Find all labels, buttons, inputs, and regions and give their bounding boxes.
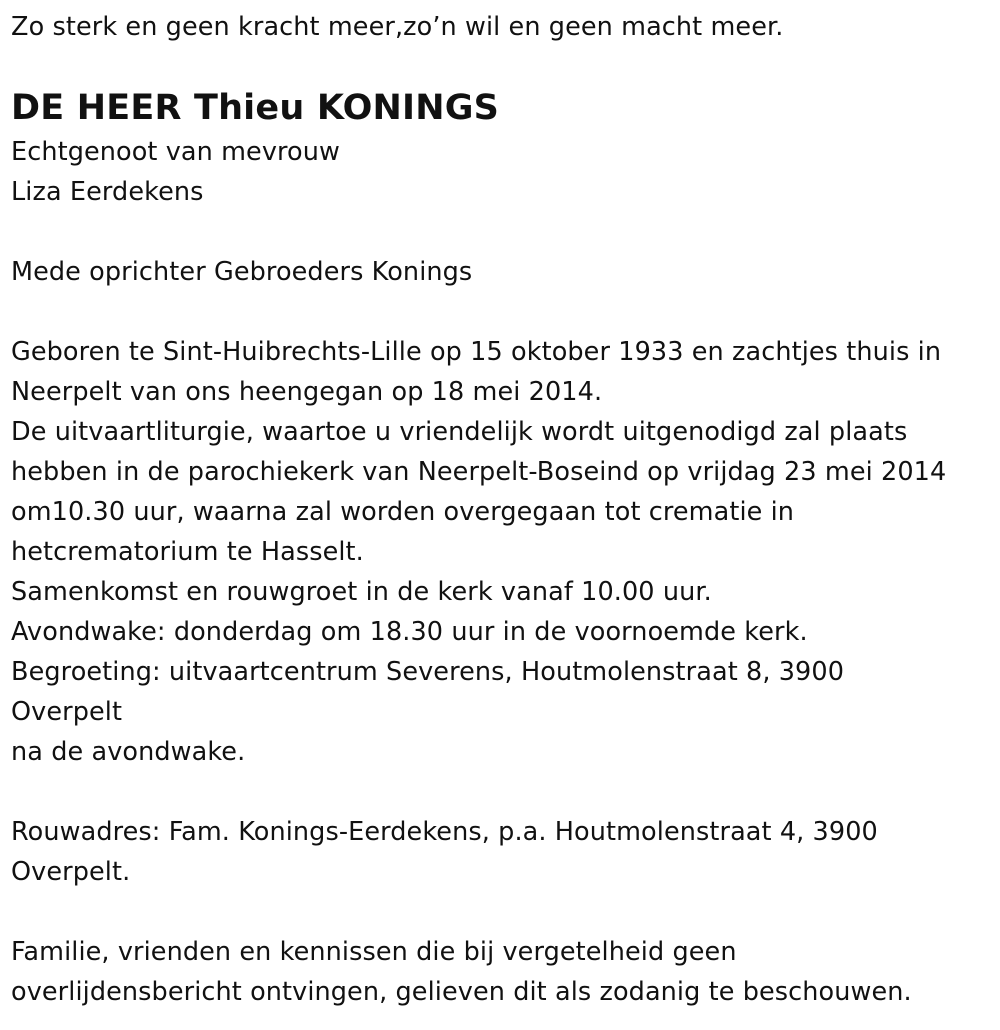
- closing-line: overlijdensbericht ontvingen, gelieven dit als zodanig te beschouwen.: [11, 977, 912, 1007]
- role-text: Mede oprichter Gebroeders Konings: [11, 257, 473, 287]
- spacer: [11, 892, 1000, 932]
- detail-line: Geboren te Sint-Huibrechts-Lille op 15 oktober 1933 en zachtjes thuis in: [11, 337, 942, 367]
- address-line: Overpelt.: [11, 857, 131, 887]
- detail-line: Begroeting: uitvaartcentrum Severens, Houtmolenstraat 8, 3900: [11, 657, 845, 687]
- closing-line: Familie, vrienden en kennissen die bij vergetelheid geen: [11, 937, 737, 967]
- detail-line: hetcrematorium te Hasselt.: [11, 537, 364, 567]
- deceased-name: DE HEER Thieu KONINGS: [11, 88, 500, 128]
- detail-line: Avondwake: donderdag om 18.30 uur in de voornoemde kerk.: [11, 617, 808, 647]
- detail-line: Samenkomst en rouwgroet in de kerk vanaf 10.00 uur.: [11, 577, 712, 607]
- detail-line: om10.30 uur, waarna zal worden overgegaan tot crematie in: [11, 497, 795, 527]
- spouse-line-1: Echtgenoot van mevrouw: [11, 137, 340, 167]
- spacer: [11, 772, 1000, 812]
- mourning-address: [11, 812, 1000, 892]
- spacer: [11, 292, 1000, 332]
- detail-line: na de avondwake.: [11, 737, 246, 767]
- detail-line: Neerpelt van ons heengegan op 18 mei 2014.: [11, 377, 603, 407]
- funeral-details: [11, 332, 1000, 772]
- detail-line: De uitvaartliturgie, waartoe u vriendelijk wordt uitgenodigd zal plaats: [11, 417, 908, 447]
- detail-line: hebben in de parochiekerk van Neerpelt-Boseind op vrijdag 23 mei 2014: [11, 457, 947, 487]
- spacer: [11, 212, 1000, 252]
- address-line: Rouwadres: Fam. Konings-Eerdekens, p.a. Houtmolenstraat 4, 3900: [11, 817, 878, 847]
- spouse-line-2: Liza Eerdekens: [11, 177, 204, 207]
- detail-line: Overpelt: [11, 697, 123, 727]
- closing-note: [11, 932, 1000, 1012]
- motto-text: Zo sterk en geen kracht meer,zo’n wil en geen macht meer.: [11, 12, 784, 42]
